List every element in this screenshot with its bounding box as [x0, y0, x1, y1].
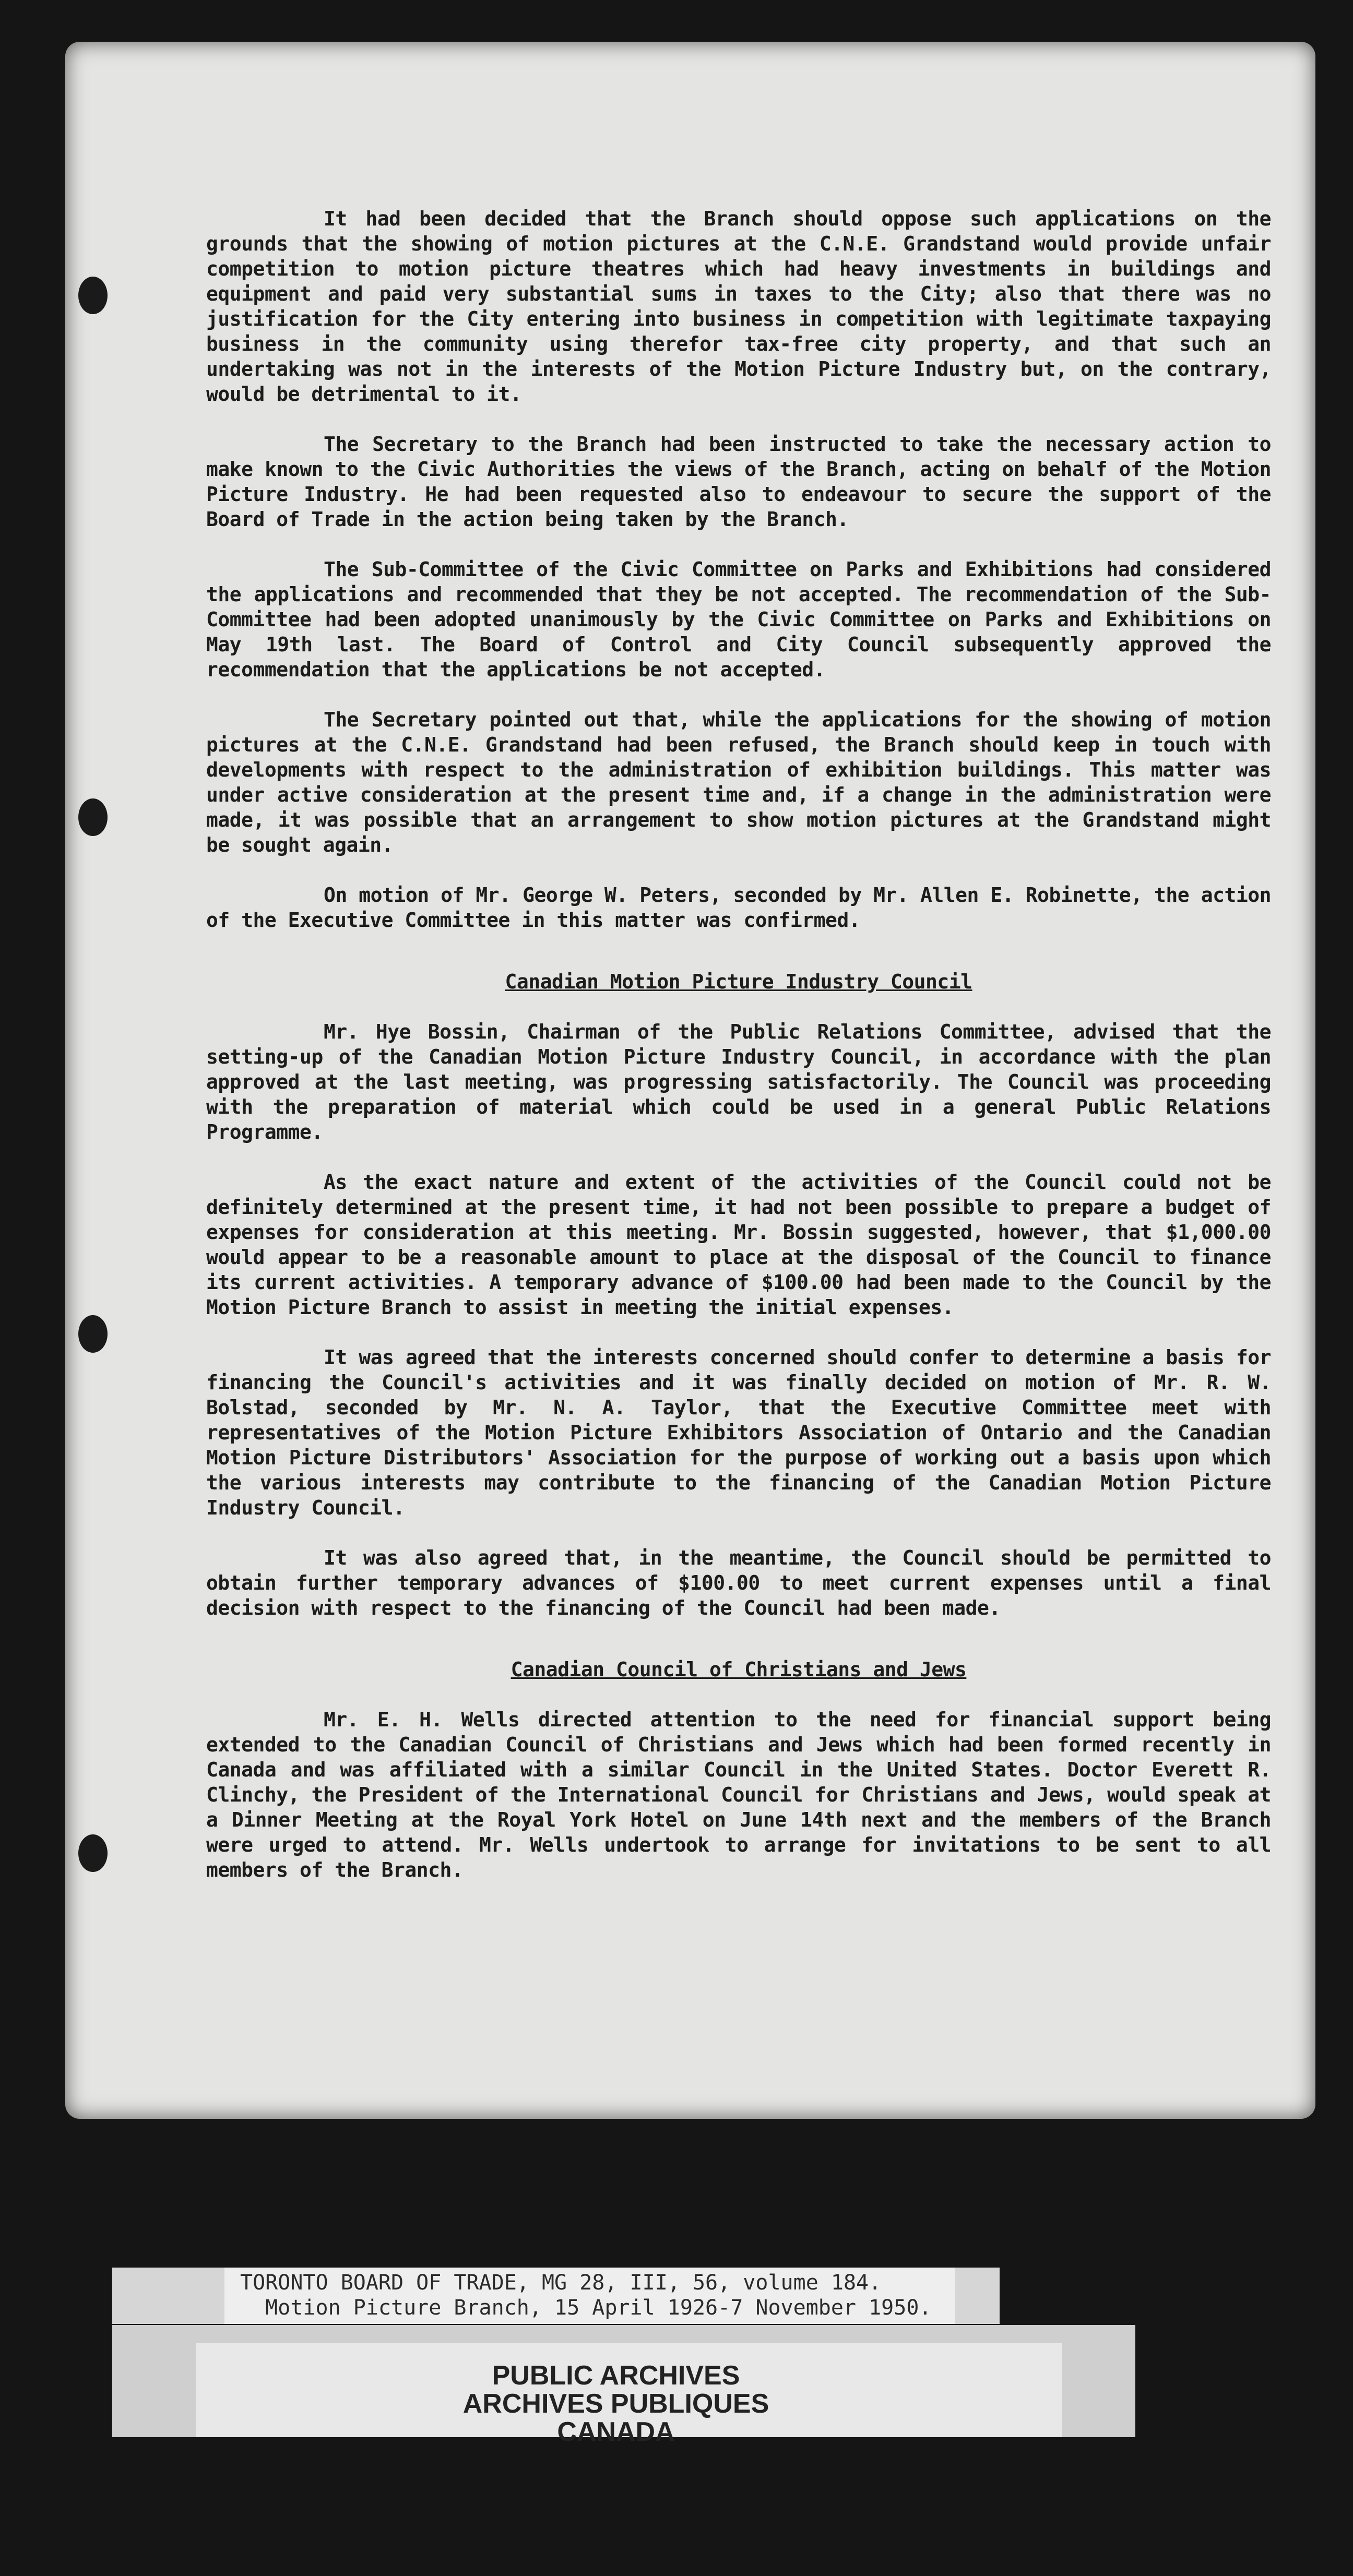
section-heading-christians-jews: Canadian Council of Christians and Jews [511, 1658, 967, 1681]
paragraph: It was also agreed that, in the meantime, the Council should be permitted to obtain further temporary advances of $100.00 to meet current expenses until a final decision with respect to the financing of the Council had been made. [206, 1546, 1271, 1619]
archive-reference-line2: Motion Picture Branch, 15 April 1926-7 November 1950. [240, 2296, 932, 2320]
paragraph: On motion of Mr. George W. Peters, seconded by Mr. Allen E. Robinette, the action of the Executive Committee in this matter was confirmed. [206, 884, 1271, 932]
paragraph: The Secretary pointed out that, while the applications for the showing of motion pictures at the C.N.E. Grandstand had been refused, the Branch should keep in touch with developments with respect to the administration of exhibition buildings. This matter was under active consideration at the present time and, if a change in the administration were made, it was possible that an arrangement to show motion pictures at the Grandstand might be sought again. [206, 708, 1271, 856]
section-heading-industry-council: Canadian Motion Picture Industry Council [505, 970, 972, 993]
paragraph: It was agreed that the interests concerned should confer to determine a basis for financing the Council's activities and it was finally decided on motion of Mr. R. W. Bolstad, seconded by Mr. N. A. Taylor, that the Executive Committee meet with representatives of the Motion Picture Exhibitors Association of Ontario and the Canadian Motion Picture Distributors' Association for the purpose of working out a basis upon which the various interests may contribute to the financing of the Canadian Motion Picture Industry Council. [206, 1346, 1271, 1519]
paragraph: The Secretary to the Branch had been instructed to take the necessary action to make known to the Civic Authorities the views of the Branch, acting on behalf of the Motion Picture Industry. He had been requested also to endeavour to secure the support of the Board of Trade in the action being taken by the Branch. [206, 433, 1271, 531]
archive-reference [240, 2270, 932, 2320]
archive-reference-line1: TORONTO BOARD OF TRADE, MG 28, III, 56, volume 184. [240, 2271, 882, 2295]
archive-stamp-line2: ARCHIVES PUBLIQUES [462, 2389, 769, 2419]
archive-stamp [381, 2362, 851, 2446]
archive-stamp-line3: CANADA [557, 2417, 675, 2447]
archive-stamp-line1: PUBLIC ARCHIVES [492, 2360, 740, 2391]
paragraph: Mr. E. H. Wells directed attention to the need for financial support being extended to the Canadian Council of Christians and Jews which had been formed recently in Canada and was affiliated with a similar Council in the United States. Doctor Everett R. Clinchy, the President of the International Council for Christians and Jews, would speak at a Dinner Meeting at the Royal York Hotel on June 14th next and the members of the Branch were urged to attend. Mr. Wells undertook to arrange for invitations to be sent to all members of the Branch. [206, 1708, 1271, 1881]
paragraph: The Sub-Committee of the Civic Committee on Parks and Exhibitions had considered the applications and recommended that they be not accepted. The recommendation of the Sub-Committee had been adopted unanimously by the Civic Committee on Parks and Exhibitions on May 19th last. The Board of Control and City Council subsequently approved the recommendation that the applications be not accepted. [206, 558, 1271, 681]
punch-hole-icon [78, 798, 108, 836]
document-body [206, 206, 1271, 1907]
paragraph: Mr. Hye Bossin, Chairman of the Public Relations Committee, advised that the setting-up of the Canadian Motion Picture Industry Council, in accordance with the plan approved at the last meeting, was progressing satisfactorily. The Council was proceeding with the preparation of material which could be used in a general Public Relations Programme. [206, 1020, 1271, 1143]
paragraph: As the exact nature and extent of the activities of the Council could not be definitely determined at the present time, it had not been possible to prepare a budget of expenses for consideration at this meeting. Mr. Bossin suggested, however, that $1,000.00 would appear to be a reasonable amount to place at the disposal of the Council to finance its current activities. A temporary advance of $100.00 had been made to the Council by the Motion Picture Branch to assist in meeting the initial expenses. [206, 1171, 1271, 1319]
punch-hole-icon [78, 277, 108, 314]
punch-hole-icon [78, 1315, 108, 1353]
paragraph: It had been decided that the Branch should oppose such applications on the grounds that the showing of motion pictures at the C.N.E. Grandstand would provide unfair competition to motion picture theatres which had heavy investments in buildings and equipment and paid very substantial sums in taxes to the City; also that there was no justification for the City entering into business in competition with legitimate taxpaying business in the community using therefor tax-free city property, and that such an undertaking was not in the interests of the Motion Picture Industry but, on the contrary, would be detrimental to it. [206, 207, 1271, 406]
punch-hole-icon [78, 1834, 108, 1872]
